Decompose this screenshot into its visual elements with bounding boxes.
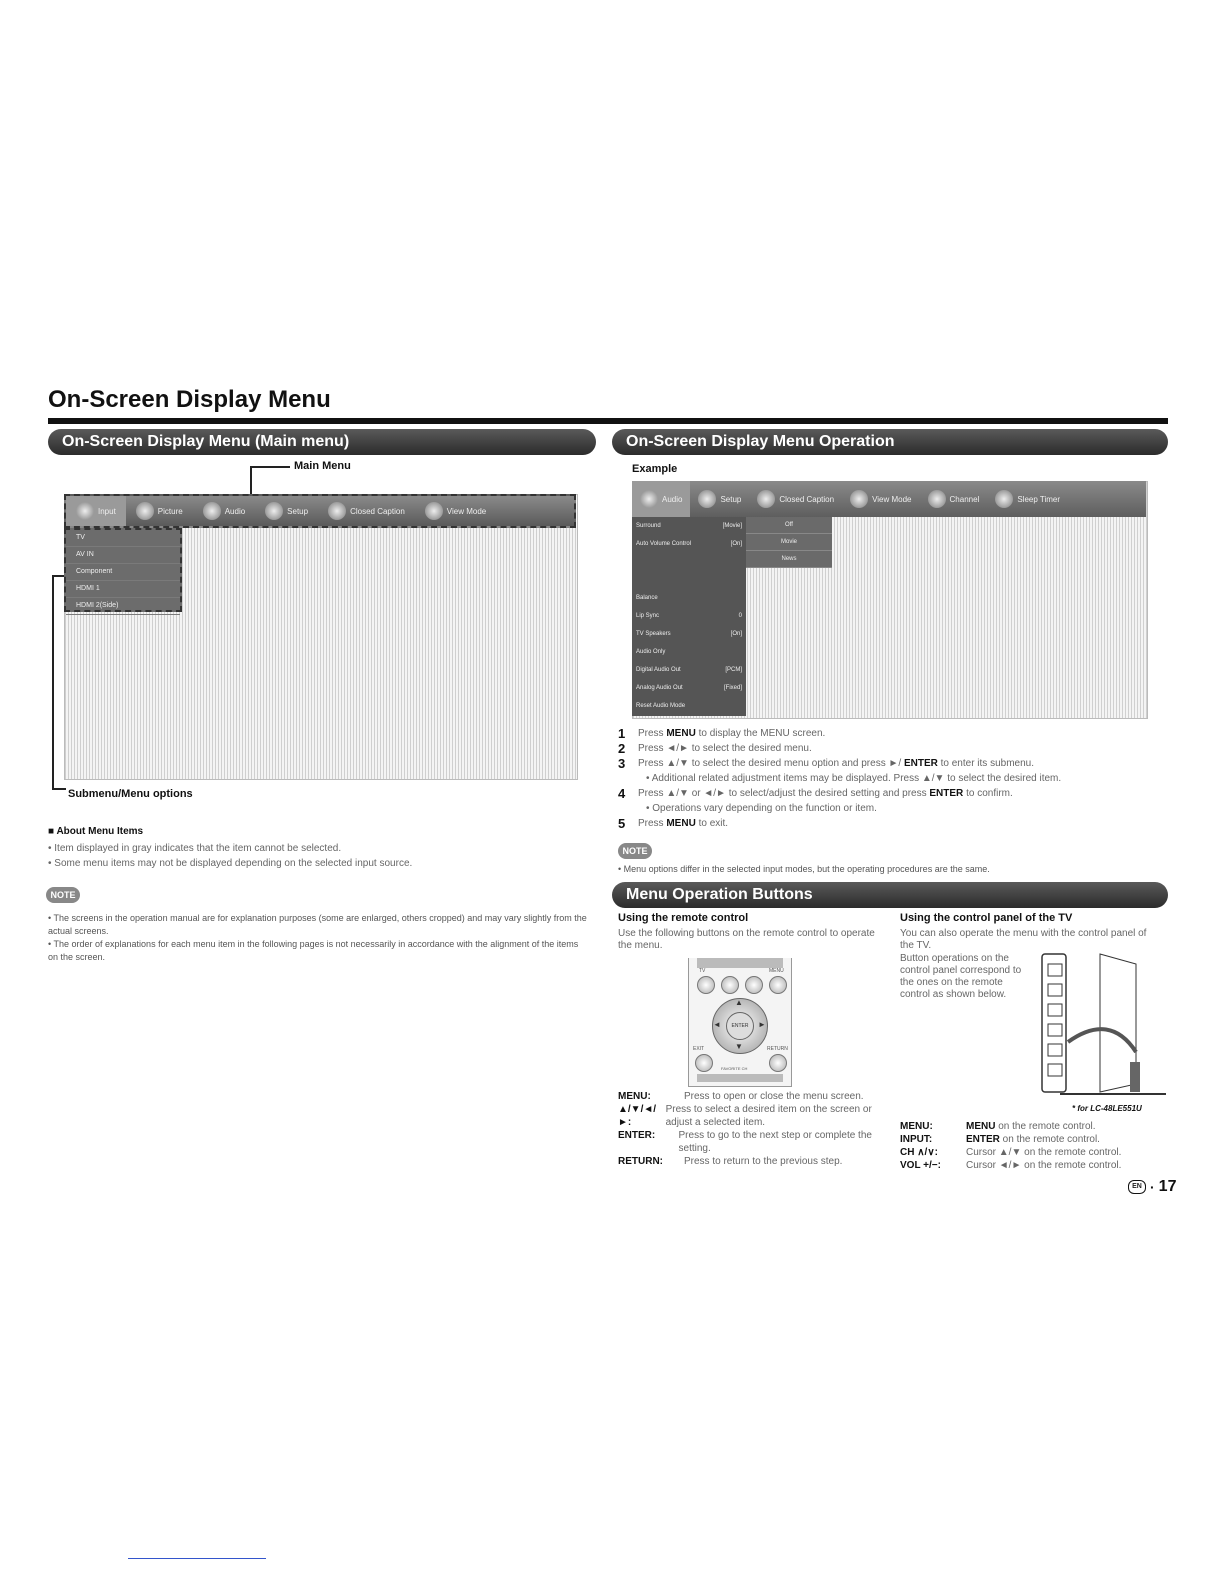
closed-caption-icon	[328, 502, 346, 520]
exit-label: EXIT	[693, 1046, 705, 1052]
step-4-bullet: • Operations vary depending on the function or item.	[646, 803, 877, 814]
step-3-bullet: • Additional related adjustment items may be displayed. Press ▲/▼ to select the desired item.	[646, 773, 1062, 784]
main-menu-pointer-h	[250, 466, 290, 468]
panel-button-vol[interactable]	[1048, 1064, 1062, 1076]
view-mode-icon	[425, 502, 443, 520]
menu-item-audio[interactable]: Audio	[193, 502, 255, 520]
main-menu-bar	[64, 494, 576, 528]
panel-button-power[interactable]	[1048, 964, 1062, 976]
example-label: Example	[632, 463, 678, 475]
example-submenu-item[interactable]: Audio Only	[636, 649, 666, 655]
panel-row-ch: CH ∧/∨: Cursor ▲/▼ on the remote control.	[900, 1147, 1122, 1158]
tv-control-panel-illustration	[1040, 952, 1168, 1100]
example-menu-bar	[632, 481, 1146, 517]
remote-tv-label: TV	[699, 968, 706, 974]
panel-button-descriptions	[900, 1120, 1170, 1172]
submenu-pointer-h2	[52, 788, 66, 790]
main-menu-pointer	[250, 466, 252, 494]
submenu-pointer-v	[52, 575, 54, 789]
example-submenu-item[interactable]: Balance	[636, 595, 658, 601]
view-mode-icon	[850, 490, 868, 508]
closed-caption-icon	[757, 490, 775, 508]
picture-icon	[136, 502, 154, 520]
remote-text: Use the following buttons on the remote control to operate the menu.	[618, 928, 875, 951]
panel-button-ch-down[interactable]	[1048, 1044, 1062, 1056]
submenu-item-hdmi1[interactable]: HDMI 1	[66, 581, 180, 598]
example-submenu-item[interactable]: Reset Audio Mode	[636, 703, 686, 709]
submenu-item-av-in[interactable]: AV IN	[66, 547, 180, 564]
example-menu-view-mode[interactable]: View Mode	[842, 490, 919, 508]
example-submenu-item[interactable]: Lip Sync 0	[636, 613, 742, 619]
submenu-item-component[interactable]: Component	[66, 564, 180, 581]
about-bullet-2: • Some menu items may not be displayed depending on the selected input source.	[48, 858, 413, 869]
remote-button[interactable]	[745, 976, 763, 994]
operation-note: • Menu options differ in the selected input modes, but the operating procedures are the same.	[618, 864, 990, 874]
panel-row-input: INPUT: ENTER on the remote control.	[900, 1134, 1100, 1145]
input-icon	[76, 502, 94, 520]
remote-row-return: RETURN: Press to return to the previous step.	[618, 1156, 843, 1167]
option-news[interactable]: News	[746, 551, 832, 568]
title-rule	[48, 418, 1168, 424]
panel-button-menu[interactable]	[1048, 1004, 1062, 1016]
example-submenu-item[interactable]: Digital Audio Out [PCM]	[636, 667, 742, 673]
operation-section-header: On-Screen Display Menu Operation	[612, 429, 1168, 455]
remote-button[interactable]	[721, 976, 739, 994]
about-heading: ■ About Menu Items	[48, 826, 144, 837]
remote-button-descriptions	[618, 1090, 888, 1168]
buttons-section-header: Menu Operation Buttons	[612, 882, 1168, 908]
example-submenu-item[interactable]: Auto Volume Control [On]	[636, 541, 742, 547]
audio-icon	[640, 490, 658, 508]
menu-item-closed-caption[interactable]: Closed Caption	[318, 502, 415, 520]
panel-button-ch-up[interactable]	[1048, 1024, 1062, 1036]
option-movie[interactable]: Movie	[746, 534, 832, 551]
menu-item-picture[interactable]: Picture	[126, 502, 193, 520]
page-number: 17	[1158, 1178, 1177, 1195]
submenu-label: Submenu/Menu options	[68, 788, 193, 800]
remote-top-buttons	[697, 958, 783, 968]
menu-item-setup[interactable]: Setup	[255, 502, 318, 520]
panel-model-note: * for LC-48LE551U	[1072, 1104, 1142, 1113]
example-submenu-item[interactable]	[632, 571, 746, 589]
example-options	[746, 517, 832, 567]
main-menu-section-header: On-Screen Display Menu (Main menu)	[48, 429, 596, 455]
menu-item-input[interactable]: Input	[66, 496, 126, 526]
step-3: 3 Press ▲/▼ to select the desired menu option and press ►/ ENTER to enter its submenu.	[618, 756, 1035, 771]
panel-row-menu: MENU: MENU on the remote control.	[900, 1121, 1096, 1132]
example-submenu-item[interactable]	[632, 553, 746, 571]
panel-row-vol: VOL +/−: Cursor ◄/► on the remote control.	[900, 1160, 1122, 1171]
example-menu-setup[interactable]: Setup	[690, 490, 749, 508]
input-submenu	[64, 528, 182, 612]
example-submenu-item[interactable]: TV Speakers [On]	[636, 631, 742, 637]
favorite-ch-label: FAVORITE CH	[721, 1066, 748, 1071]
example-menu-closed-caption[interactable]: Closed Caption	[749, 490, 842, 508]
remote-row-arrows: ▲/▼/◄/►: Press to select a desired item on the screen or adjust a selected item.	[618, 1104, 872, 1128]
remote-row-enter: ENTER: Press to go to the next step or complete the setting.	[618, 1130, 872, 1154]
remote-heading: Using the remote control	[618, 912, 749, 924]
down-arrow-icon: ▼	[735, 1042, 743, 1051]
note-bullet-1: • The screens in the operation manual are for explanation purposes (some are enlarged, others cropped) and may vary slightly from the actual screens.	[48, 913, 587, 936]
tv-button[interactable]	[697, 976, 715, 994]
remote-menu-label: MENU	[769, 968, 784, 974]
audio-icon	[203, 502, 221, 520]
enter-button[interactable]: ENTER	[726, 1012, 754, 1040]
main-menu-label: Main Menu	[294, 460, 351, 472]
setup-icon	[265, 502, 283, 520]
up-arrow-icon: ▲	[735, 998, 743, 1007]
example-submenu	[632, 517, 746, 716]
option-off[interactable]: Off	[746, 517, 832, 534]
steps-list	[618, 726, 1168, 831]
favorite-buttons[interactable]	[697, 1074, 783, 1082]
left-arrow-icon: ◄	[713, 1020, 721, 1029]
example-submenu-item[interactable]: Surround [Movie]	[636, 523, 742, 529]
channel-icon	[928, 490, 946, 508]
setup-icon	[698, 490, 716, 508]
about-bullet-1: • Item displayed in gray indicates that the item cannot be selected.	[48, 843, 342, 854]
footer-line	[128, 1558, 266, 1559]
panel-text-2: Button operations on the control panel correspond to the ones on the remote control as shown below.	[900, 953, 1022, 1000]
page-title: On-Screen Display Menu	[48, 386, 331, 413]
submenu-item-hdmi2[interactable]: HDMI 2(Side)	[66, 598, 180, 615]
submenu-item-tv[interactable]: TV	[66, 530, 180, 547]
example-menu-audio[interactable]: Audio	[632, 481, 690, 517]
note-badge: NOTE	[46, 887, 80, 903]
return-label: RETURN	[767, 1046, 788, 1052]
exit-button[interactable]	[695, 1054, 713, 1072]
tv-panel-strip	[1130, 1062, 1140, 1092]
step-5: 5 Press MENU to exit.	[618, 816, 729, 831]
menu-item-view-mode[interactable]: View Mode	[415, 502, 496, 520]
note-bullet-2: • The order of explanations for each menu item in the following pages is not necessarily in accordance with the alignment of the items on the screen.	[48, 939, 579, 962]
step-1: 1 Press MENU to display the MENU screen.	[618, 726, 826, 741]
sleep-timer-icon	[995, 490, 1013, 508]
right-arrow-icon: ►	[758, 1020, 766, 1029]
example-menu-sleep-timer[interactable]: Sleep Timer	[987, 490, 1068, 508]
example-menu-channel[interactable]: Channel	[920, 490, 988, 508]
panel-heading: Using the control panel of the TV	[900, 912, 1073, 924]
example-submenu-item[interactable]: Analog Audio Out [Fixed]	[636, 685, 742, 691]
page-footer	[1128, 1178, 1176, 1196]
menu-button[interactable]	[769, 976, 787, 994]
return-button[interactable]	[769, 1054, 787, 1072]
step-2: 2 Press ◄/► to select the desired menu.	[618, 741, 812, 756]
remote-row-menu: MENU: Press to open or close the menu screen.	[618, 1091, 864, 1102]
panel-button-input[interactable]	[1048, 984, 1062, 996]
language-badge: EN	[1128, 1180, 1146, 1194]
remote-control-illustration	[688, 958, 792, 1087]
panel-text-1: You can also operate the menu with the control panel of the TV.	[900, 928, 1147, 951]
note-badge: NOTE	[618, 843, 652, 859]
step-4: 4 Press ▲/▼ or ◄/► to select/adjust the desired setting and press ENTER to confirm.	[618, 786, 1013, 801]
page-number-dot: ·	[1150, 1179, 1155, 1195]
